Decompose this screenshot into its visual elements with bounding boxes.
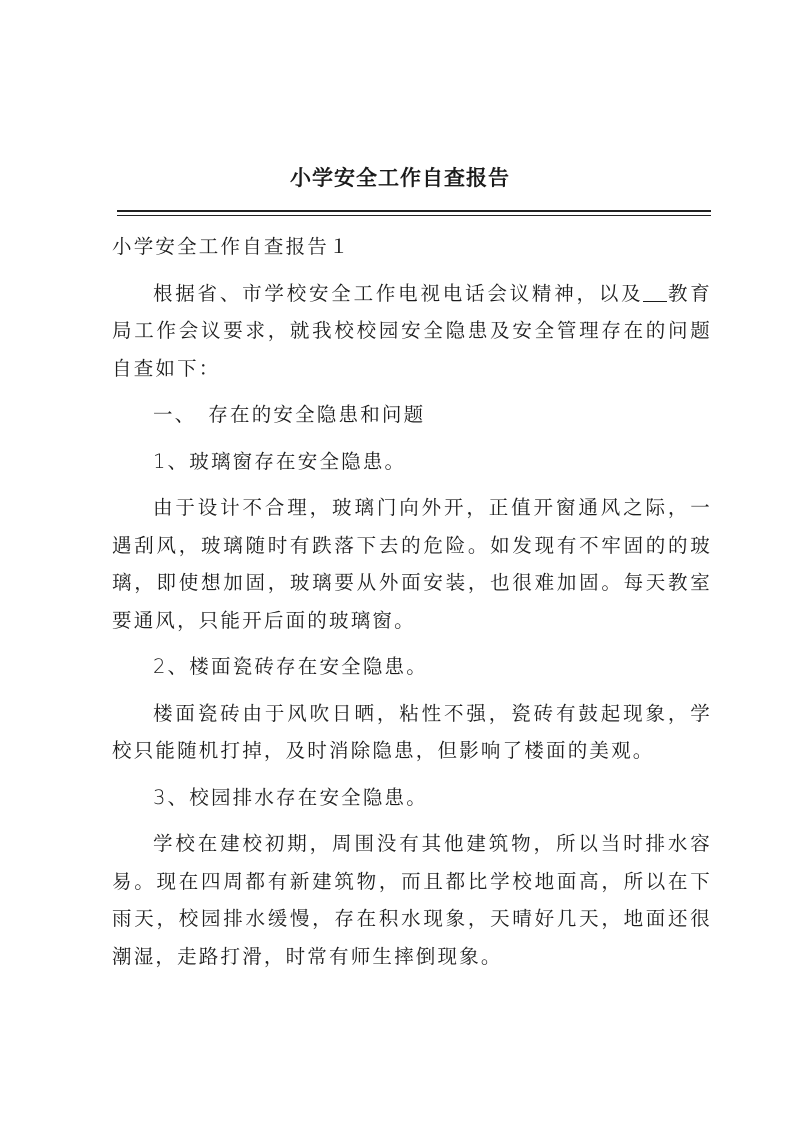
document-body [112, 228, 712, 984]
intro-paragraph [112, 275, 712, 388]
section-heading: 一、 存在的安全隐患和问题 [152, 403, 426, 426]
item-text-2: 楼面瓷砖由于风吹日晒，粘性不强，瓷砖有鼓起现象，学校只能随机打掉，及时消除隐患，但影响了楼面的美观。 [112, 701, 712, 762]
document-title: 小学安全工作自查报告 [290, 165, 510, 190]
report-subtitle: 小学安全工作自查报告１ [112, 235, 351, 258]
item-heading-2: 2、楼面瓷砖存在安全隐患。 [152, 655, 428, 678]
blank-underline [643, 283, 667, 302]
title-rule-thin [117, 215, 711, 216]
title-rule-thick [117, 210, 711, 212]
intro-text-after-blank: 教育局工作会议要求，就我校校园安全隐患及安全管理存在的问题自查如下： [112, 281, 712, 380]
item-heading-3: 3、校园排水存在安全隐患。 [152, 785, 428, 809]
item-text-1: 由于设计不合理，玻璃门向外开，正值开窗通风之际，一遇刮风，玻璃随时有跌落下去的危险。如发现有不牢固的的玻璃，即使想加固，玻璃要从外面安装，也很难加固。每天教室要通风，只能开后面的玻璃窗。 [112, 496, 712, 632]
item-heading-1: 1、玻璃窗存在安全隐患。 [152, 449, 407, 473]
item-text-3: 学校在建校初期，周围没有其他建筑物，所以当时排水容易。现在四周都有新建筑物，而且都比学校地面高，所以在下雨天，校园排水缓慢，存在积水现象，天晴好几天，地面还很潮湿，走路打滑，时常有师生摔倒现象。 [112, 832, 712, 968]
intro-text-before-blank: 根据省、市学校安全工作电视电话会议精神，以及 [152, 281, 644, 305]
